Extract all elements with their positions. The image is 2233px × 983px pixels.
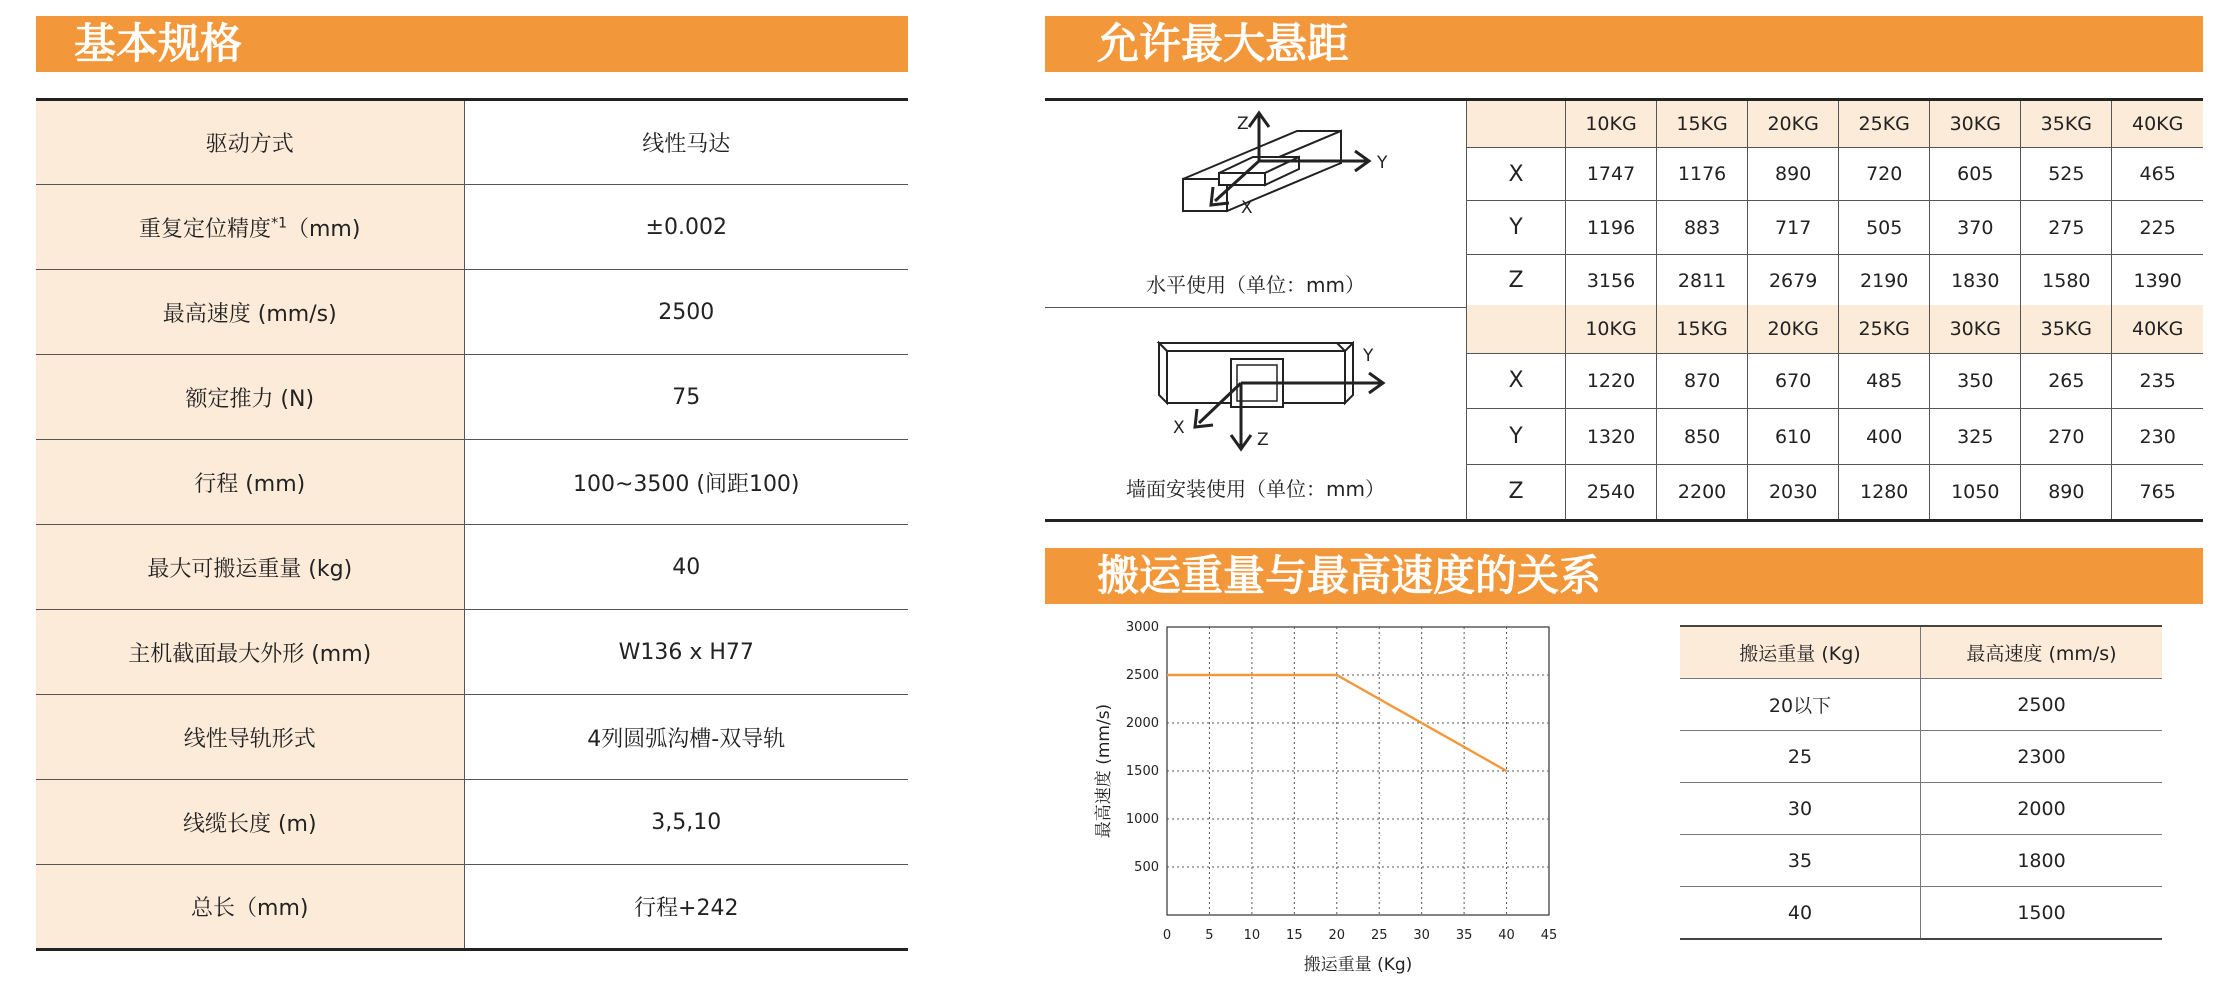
load-column-header: 10KG (1566, 101, 1657, 147)
spec-label (36, 100, 464, 185)
x-tick-label: 20 (1328, 928, 1346, 943)
x-tick-label: 10 (1243, 928, 1261, 943)
spec-table (36, 98, 908, 951)
x-tick-label: 15 (1286, 928, 1303, 943)
overhang-value-cell: 2540 (1566, 464, 1657, 519)
overhang-value-cell: 400 (1839, 409, 1930, 465)
overhang-value-cell: 1050 (1930, 464, 2021, 519)
overhang-value-cell: 350 (1930, 353, 2021, 409)
wall-axis-z-label: Z (1257, 430, 1269, 450)
overhang-value-cell: 1280 (1839, 464, 1930, 519)
spec-label-text: 额定推力 (N) (185, 386, 315, 412)
spec-label (36, 355, 464, 440)
overhang-value-cell: 605 (1930, 147, 2021, 201)
overhang-section-banner (1045, 16, 2203, 72)
overhang-value-cell: 275 (2021, 201, 2112, 255)
x-tick-label: 5 (1205, 928, 1214, 943)
spec-value: 3,5,10 (464, 780, 908, 865)
spec-value: 2500 (464, 270, 908, 355)
horizontal-caption: 水平使用（单位：mm） (1146, 273, 1365, 297)
axis-label-cell: Y (1467, 409, 1566, 465)
overhang-value-cell: 2679 (1748, 254, 1839, 307)
spec-label-text: 最高速度 (mm/s) (162, 301, 337, 327)
overhang-value-cell: 235 (2112, 353, 2203, 409)
load-column-header: 30KG (1930, 101, 2021, 147)
speed-table-row (1680, 887, 2162, 940)
wall-mount-diagram (1045, 305, 1467, 519)
load-column-header: 15KG (1657, 305, 1748, 353)
overhang-value-cell: 1320 (1566, 409, 1657, 465)
overhang-value-cell: 1196 (1566, 201, 1657, 255)
weight-speed-chart (1085, 605, 1565, 975)
horizontal-mount-diagram (1045, 101, 1467, 307)
overhang-value-cell: 505 (1839, 201, 1930, 255)
speed-table-row (1680, 679, 2162, 731)
wall-overhang-table (1467, 305, 2203, 519)
overhang-value-cell: 850 (1657, 409, 1748, 465)
spec-section-title: 基本规格 (74, 19, 243, 68)
speed-table-cell: 35 (1680, 835, 1921, 887)
spec-label-text: 行程 (mm) (194, 471, 306, 497)
speed-table-cell: 2300 (1921, 731, 2163, 783)
load-column-header: 20KG (1748, 305, 1839, 353)
y-axis-label: 最高速度 (mm/s) (1094, 703, 1114, 839)
x-tick-label: 25 (1370, 928, 1388, 943)
relation-section-banner (1045, 548, 2203, 604)
spec-label (36, 780, 464, 865)
horizontal-axis-y-label: Y (1377, 153, 1388, 173)
spec-label (36, 525, 464, 610)
spec-row (36, 270, 908, 355)
y-tick-label: 2500 (1125, 668, 1159, 683)
speed-table-header (1680, 626, 2162, 679)
overhang-value-cell: 1176 (1657, 147, 1748, 201)
overhang-value-cell: 1830 (1930, 254, 2021, 307)
y-tick-label: 2000 (1125, 716, 1159, 731)
speed-table-cell: 2000 (1921, 783, 2163, 835)
horizontal-header-row (1467, 101, 2203, 147)
speed-table-cell: 1800 (1921, 835, 2163, 887)
overhang-value-cell: 2200 (1657, 464, 1748, 519)
axis-label-cell: X (1467, 353, 1566, 409)
spec-row (36, 355, 908, 440)
spec-label-text: 总长（mm) (191, 896, 309, 921)
wall-axis-x-label: X (1173, 418, 1185, 438)
overhang-value-cell: 890 (1748, 147, 1839, 201)
spec-label-text: 驱动方式 (205, 132, 294, 157)
spec-row (36, 440, 908, 525)
overhang-horizontal-block (1045, 98, 2203, 308)
wall-overhang-row (1467, 353, 2203, 409)
overhang-value-cell: 765 (2139, 480, 2176, 503)
load-column-header: 40KG (2112, 101, 2203, 147)
x-tick-label: 45 (1540, 928, 1558, 943)
overhang-value-cell: 2030 (1748, 464, 1839, 519)
spec-row (36, 865, 908, 950)
axis-label-cell: Z (1467, 254, 1566, 307)
weight-speed-table (1680, 625, 2162, 940)
overhang-value-cell: 270 (2021, 409, 2112, 465)
overhang-value-cell: 2190 (1839, 254, 1930, 307)
horizontal-axis-z-label: Z (1237, 114, 1249, 134)
overhang-value-cell: 717 (1748, 201, 1839, 255)
load-column-header: 35KG (2021, 101, 2112, 147)
overhang-value-cell: 225 (2112, 201, 2203, 255)
overhang-value-cell: 2811 (1657, 254, 1748, 307)
axis-label-cell: X (1467, 147, 1566, 201)
spec-value: W136 x H77 (464, 610, 908, 695)
overhang-value-cell: 1580 (2021, 254, 2112, 307)
x-tick-label: 35 (1455, 928, 1473, 943)
spec-label (36, 270, 464, 355)
spec-label (36, 185, 464, 270)
spec-label-text: 主机截面最大外形 (mm) (128, 641, 372, 667)
spec-footnote-mark: *1 (271, 215, 287, 232)
spec-value: 线性马达 (464, 100, 908, 185)
load-column-header: 35KG (2021, 305, 2112, 353)
axis-label-cell: Y (1467, 201, 1566, 255)
spec-value: 75 (464, 355, 908, 440)
spec-label (36, 865, 464, 950)
overhang-value-cell: 1747 (1566, 147, 1657, 201)
speed-table-header-cell: 最高速度 (mm/s) (1921, 626, 2163, 679)
spec-row (36, 695, 908, 780)
overhang-section-title: 允许最大悬距 (1097, 19, 1350, 68)
speed-table-cell: 25 (1680, 731, 1921, 783)
spec-value: ±0.002 (464, 185, 908, 270)
overhang-value-cell: 883 (1657, 201, 1748, 255)
overhang-value-cell: 3156 (1566, 254, 1657, 307)
overhang-value-cell: 485 (1839, 353, 1930, 409)
speed-table-row (1680, 835, 2162, 887)
x-axis-label: 搬运重量 (Kg) (1303, 955, 1413, 975)
spec-label-text: 最大可搬运重量 (kg) (147, 556, 353, 582)
load-column-header: 30KG (1930, 305, 2021, 353)
spec-value: 40 (464, 525, 908, 610)
overhang-value-cell: 1220 (1566, 353, 1657, 409)
spec-value: 100~3500 (间距100) (464, 440, 908, 525)
horizontal-overhang-row (1467, 147, 2203, 201)
axis-label-cell: Z (1467, 464, 1566, 519)
load-column-header: 20KG (1748, 101, 1839, 147)
x-tick-label: 40 (1498, 928, 1515, 943)
wall-caption: 墙面安装使用（单位：mm） (1126, 477, 1385, 501)
spec-label-text: 线缆长度 (m) (182, 811, 317, 837)
overhang-value-cell: 525 (2021, 147, 2112, 201)
overhang-value-cell: 670 (1748, 353, 1839, 409)
spec-label (36, 440, 464, 525)
wall-axis-y-label: Y (1363, 346, 1374, 366)
y-tick-label: 3000 (1125, 620, 1159, 635)
speed-table-row (1680, 783, 2162, 835)
relation-section-title: 搬运重量与最高速度的关系 (1097, 551, 1602, 600)
spec-value: 行程+242 (464, 865, 908, 950)
horizontal-overhang-table (1467, 101, 2203, 307)
spec-label-text: 线性导轨形式 (183, 726, 316, 752)
load-column-header: 40KG (2112, 305, 2203, 353)
horizontal-overhang-row (1467, 254, 2203, 307)
spec-row (36, 525, 908, 610)
speed-table-header-cell: 搬运重量 (Kg) (1680, 626, 1921, 679)
spec-value: 4列圆弧沟槽-双导轨 (464, 695, 908, 780)
speed-table-cell: 20以下 (1680, 679, 1921, 731)
spec-row (36, 185, 908, 270)
wall-overhang-row (1467, 409, 2203, 465)
overhang-value-cell: 720 (1839, 147, 1930, 201)
load-column-header: 25KG (1839, 101, 1930, 147)
load-column-header: 10KG (1566, 305, 1657, 353)
overhang-value-cell: 870 (1657, 353, 1748, 409)
y-tick-label: 1000 (1125, 812, 1159, 827)
overhang-wall-block (1045, 305, 2203, 522)
spec-label-text: 重复定位精度 (139, 216, 272, 242)
spec-row (36, 610, 908, 695)
wall-header-row (1467, 305, 2203, 353)
speed-table-cell: 2500 (1921, 679, 2163, 731)
speed-table-cell: 30 (1680, 783, 1921, 835)
overhang-value-cell: 265 (2021, 353, 2112, 409)
y-tick-label: 1500 (1125, 764, 1159, 779)
spec-row (36, 780, 908, 865)
header-corner-cell (1467, 305, 1566, 353)
overhang-value-cell: 610 (1748, 409, 1839, 465)
x-tick-label: 30 (1413, 928, 1430, 943)
spec-label (36, 610, 464, 695)
speed-table-cell: 40 (1680, 887, 1921, 940)
overhang-value-cell: 230 (2112, 409, 2203, 465)
x-tick-label: 0 (1162, 928, 1172, 943)
spec-label (36, 695, 464, 780)
overhang-value-cell: 1390 (2133, 269, 2182, 292)
load-column-header: 25KG (1839, 305, 1930, 353)
wall-overhang-row (1467, 464, 2203, 519)
horizontal-axis-x-label: X (1241, 198, 1253, 218)
header-corner-cell (1467, 101, 1566, 147)
spec-label-unit: （mm) (286, 216, 361, 242)
horizontal-overhang-row (1467, 201, 2203, 255)
overhang-value-cell: 890 (2021, 464, 2112, 519)
overhang-value-cell: 465 (2112, 147, 2203, 201)
speed-table-row (1680, 731, 2162, 783)
spec-row (36, 100, 908, 185)
spec-section-banner (36, 16, 908, 72)
speed-table-cell: 1500 (2017, 901, 2066, 924)
overhang-value-cell: 325 (1930, 409, 2021, 465)
y-tick-label: 500 (1134, 860, 1159, 875)
load-column-header: 15KG (1657, 101, 1748, 147)
overhang-value-cell: 370 (1930, 201, 2021, 255)
